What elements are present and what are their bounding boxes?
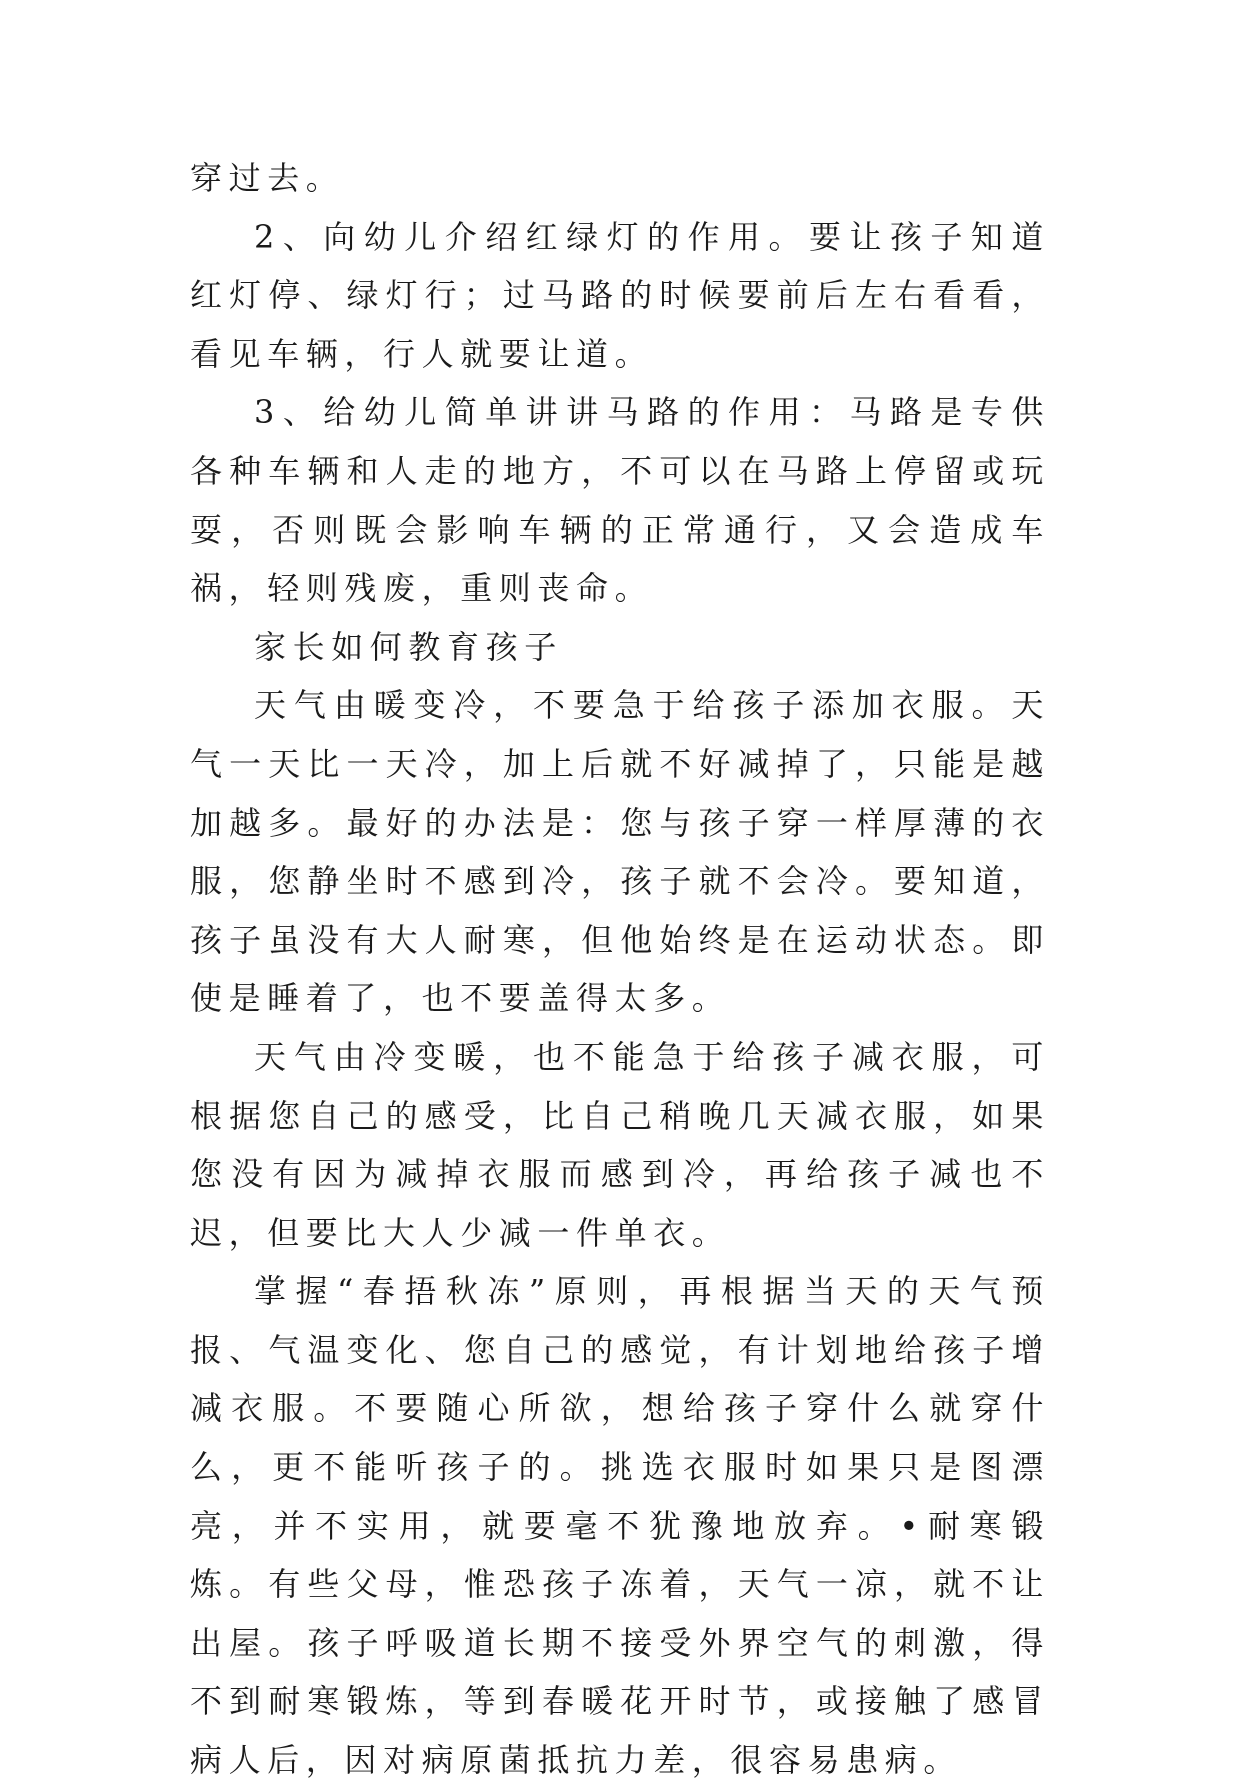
paragraph-road-purpose: 3、给幼儿简单讲讲马路的作用：马路是专供各种车辆和人走的地方，不可以在马路上停留或玩耍，否则既会影响车辆的正常通行，又会造成车祸，轻则残废，重则丧命。 xyxy=(190,393,1050,608)
section-heading: 家长如何教育孩子 xyxy=(254,627,563,666)
paragraph-warm-to-cold: 天气由暖变冷，不要急于给孩子添加衣服。天气一天比一天冷，加上后就不好减掉了，只能是越加越多。最好的办法是：您与孩子穿一样厚薄的衣服，您静坐时不感到冷，孩子就不会冷。要知道，孩子虽没有大人耐寒，但他始终是在运动状态。即使是睡着了，也不要盖得太多。 xyxy=(190,686,1050,1018)
paragraph-spring-autumn-principle: 掌握“春捂秋冻”原则，再根据当天的天气预报、气温变化、您自己的感觉，有计划地给孩子增减衣服。不要随心所欲，想给孩子穿什么就穿什么，更不能听孩子的。挑选衣服时如果只是图漂亮，并不实用，就要毫不犹豫地放弃。•耐寒锻炼。有些父母，惟恐孩子冻着，天气一凉，就不让出屋。孩子呼吸道长期不接受外界空气的刺激，得不到耐寒锻炼，等到春暖花开时节，或接触了感冒病人后，因对病原菌抵抗力差，很容易患病。 xyxy=(190,1272,1050,1780)
paragraph-cold-to-warm: 天气由冷变暖，也不能急于给孩子减衣服，可根据您自己的感受，比自己稍晚几天减衣服，如果您没有因为减掉衣服而感到冷，再给孩子减也不迟，但要比大人少减一件单衣。 xyxy=(190,1037,1050,1252)
paragraph-continuation: 穿过去。 xyxy=(190,159,345,197)
paragraph-traffic-lights: 2、向幼儿介绍红绿灯的作用。要让孩子知道红灯停、绿灯行；过马路的时候要前后左右看看，看见车辆，行人就要让道。 xyxy=(190,217,1050,373)
document-body xyxy=(190,149,1050,1790)
